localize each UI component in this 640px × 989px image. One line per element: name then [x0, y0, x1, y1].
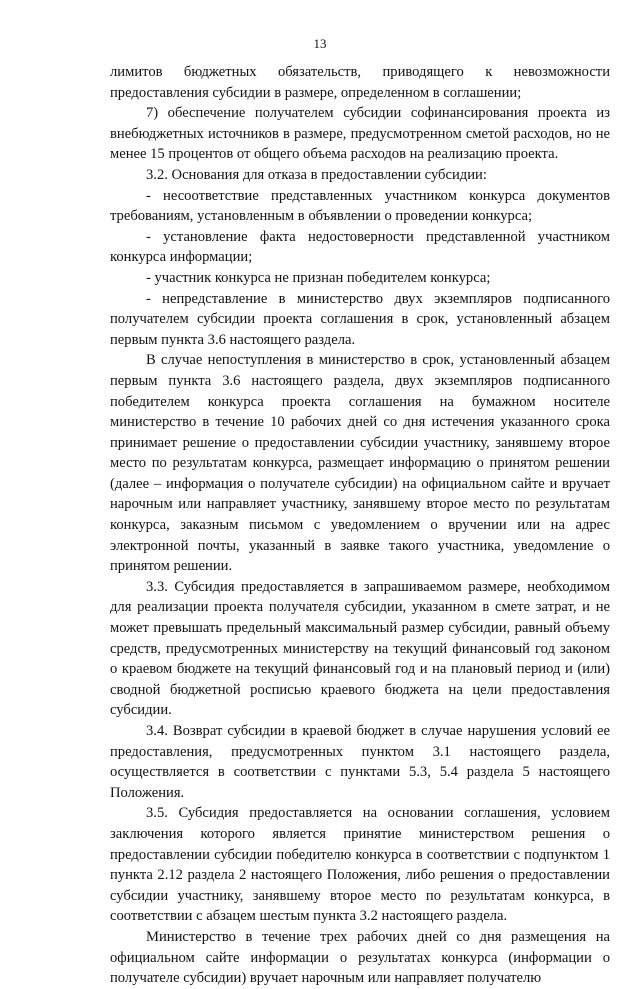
paragraph-ministry-delivery: Министерство в течение трех рабочих дней со дня размещения на официальном сайте информации о результатах конкурса (информации о получателе субсидии) вручает нарочным или направляет получателю [110, 928, 610, 987]
paragraph-refusal-not-winner: - участник конкурса не признан победителем конкурса; [146, 269, 491, 286]
paragraph-limits-continuation: лимитов бюджетных обязательств, приводящего к невозможности предоставления субсидии в размере, определенном в соглашении; [110, 64, 610, 101]
page-number: 13 [313, 36, 327, 51]
paragraph-cofinancing: 7) обеспечение получателем субсидии софинансирования проекта из внебюджетных источников в размере, предусмотренном сметой расходов, но не менее 15 процентов от общего объема расходов на реализацию проекта. [110, 105, 610, 163]
paragraph-3-5-agreement: 3.5. Субсидия предоставляется на основании соглашения, условием заключения которого является принятие министерством решения о предоставлении субсидии победителю конкурса в соответствии с подпунктом 1 пункта 2.12 раздела 2 настоящего Положения, либо решения о предоставлении субсидии участнику, занявшему второе место по результатам конкурса, в соответствии с абзацем шестым пункта 3.2 настоящего раздела. [110, 805, 610, 925]
paragraph-refusal-grounds-heading: 3.2. Основания для отказа в предоставлении субсидии: [146, 166, 487, 183]
paragraph-refusal-no-agreement: - непредставление в министерство двух экземпляров подписанного получателем субсидии проекта соглашения в срок, установленный абзацем первым пункта 3.6 настоящего раздела. [110, 290, 610, 348]
paragraph-refusal-noncompliance: - несоответствие представленных участником конкурса документов требованиям, установленным в объявлении о проведении конкурса; [110, 187, 610, 225]
paragraph-3-3-subsidy-amount: 3.3. Субсидия предоставляется в запрашиваемом размере, необходимом для реализации проекта получателя субсидии, указанном в смете затрат, и не может превышать предельный максимальный размер субсидии, равный объему средств, предусмотренных министерству на текущий финансовый год законом о краевом бюджете на текущий финансовый год и на плановый период и (или) сводной бюджетной росписью краевого бюджета на цели предоставления субсидии. [110, 578, 610, 719]
paragraph-refusal-false-information: - установление факта недостоверности представленной участником конкурса информации; [110, 228, 610, 266]
paragraph-3-4-refund: 3.4. Возврат субсидии в краевой бюджет в случае нарушения условий ее предоставления, предусмотренных пунктом 3.1 настоящего раздела, осуществляется в соответствии с пунктами 5.3, 5.4 раздела 5 настоящего Положения. [110, 723, 610, 801]
document-body [110, 62, 610, 989]
paragraph-second-place: В случае непоступления в министерство в срок, установленный абзацем первым пункта 3.6 настоящего раздела, двух экземпляров подписанного победителем конкурса проекта соглашения на бумажном носителе министерство в течение 10 рабочих дней со дня истечения указанного срока принимает решение о предоставлении субсидии участнику, занявшему второе место по результатам конкурса, размещает информацию о принятом решении (далее – информация о получателе субсидии) на официальном сайте и вручает нарочным или направляет участнику, занявшему второе место по результатам конкурса, заказным письмом с уведомлением о вручении или на адрес электронной почты, указанный в заявке такого участника, уведомление о принятом решении. [110, 352, 610, 575]
